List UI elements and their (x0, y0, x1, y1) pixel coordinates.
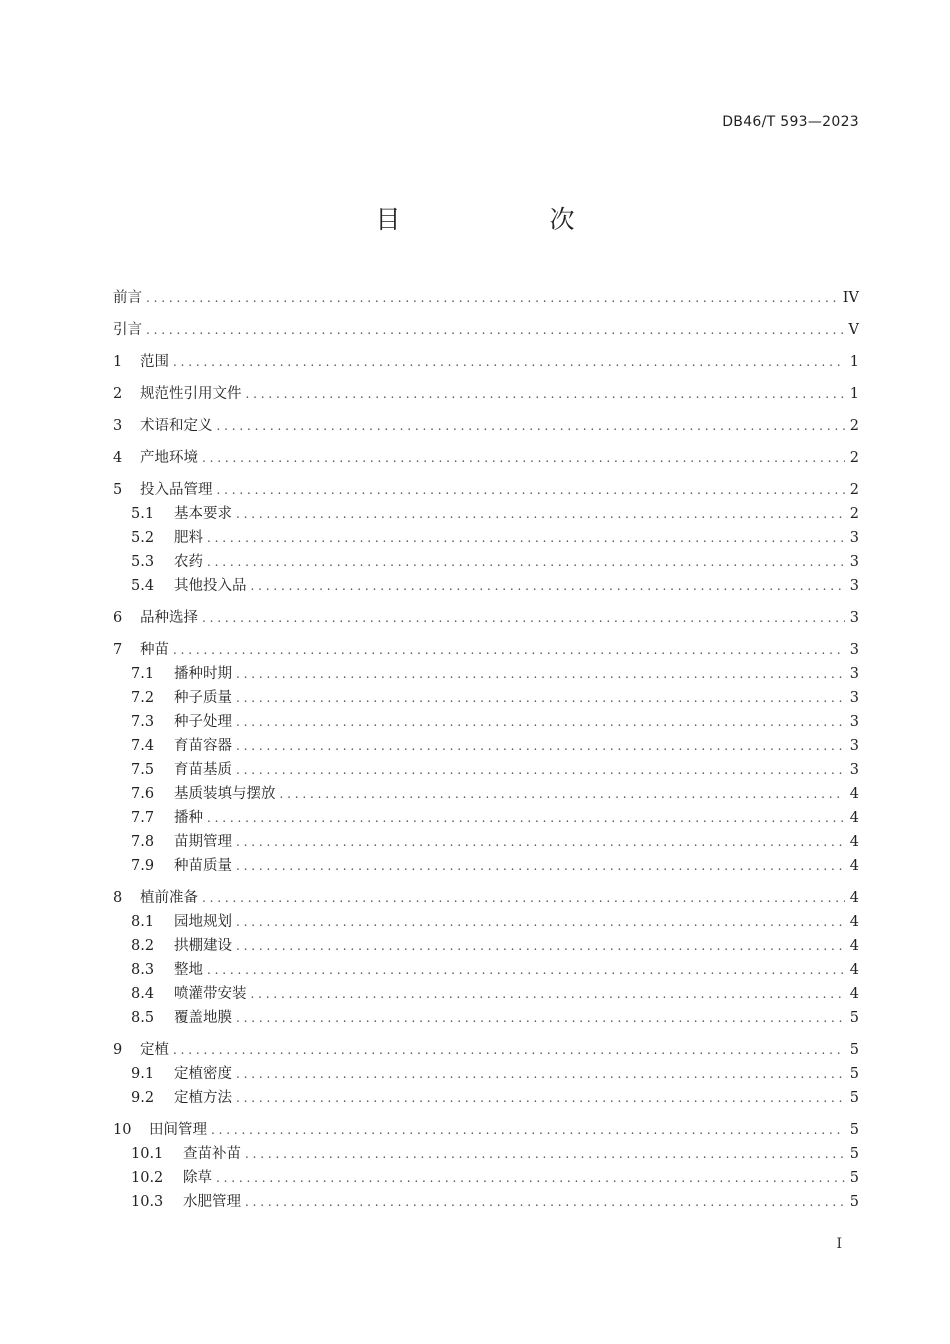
toc-entry-page: 5 (849, 1146, 859, 1162)
toc-entry-page: 4 (849, 914, 859, 930)
toc-entry[interactable] (113, 1166, 859, 1190)
toc-entry-label: 田间管理 (149, 1122, 207, 1138)
toc-entry-label: 定植密度 (174, 1066, 232, 1082)
toc-entry-page: 5 (849, 1010, 859, 1026)
dot-leader (207, 550, 845, 574)
toc-entry[interactable] (113, 574, 859, 598)
dot-leader (236, 1086, 845, 1110)
dot-leader (236, 934, 845, 958)
dot-leader (236, 662, 845, 686)
toc-entry-page: 4 (849, 834, 859, 850)
toc-entry[interactable] (113, 478, 859, 502)
toc-entry[interactable] (113, 318, 859, 342)
toc-entry-page: 5 (849, 1042, 859, 1058)
toc-entry-label: 基质装填与摆放 (174, 786, 276, 802)
dot-leader (173, 1038, 845, 1062)
toc-entry-label: 水肥管理 (183, 1194, 241, 1210)
toc-entry-label: 规范性引用文件 (140, 386, 242, 402)
toc-entry-page: 1 (849, 386, 859, 402)
toc-entry-number: 7.2 (131, 690, 155, 706)
toc-entry-number: 8.1 (131, 914, 155, 930)
dot-leader (245, 1142, 845, 1166)
toc-entry-number: 3 (113, 418, 123, 434)
toc-entry-number: 9.1 (131, 1066, 155, 1082)
dot-leader (207, 806, 845, 830)
dot-leader (217, 478, 846, 502)
toc-entry-label: 种苗 (140, 642, 169, 658)
toc-entry-number: 7.3 (131, 714, 155, 730)
dot-leader (236, 1062, 845, 1086)
dot-leader (236, 686, 845, 710)
dot-leader (217, 414, 846, 438)
toc-entry-number: 5.4 (131, 578, 155, 594)
dot-leader (246, 382, 846, 406)
dot-leader (173, 350, 845, 374)
toc-entry-label: 引言 (113, 322, 142, 338)
toc-entry-label: 品种选择 (140, 610, 198, 626)
toc-entry[interactable] (113, 286, 859, 310)
dot-leader (236, 734, 845, 758)
toc-entry-page: 5 (849, 1090, 859, 1106)
toc-entry[interactable] (113, 1062, 859, 1086)
toc-entry-label: 育苗容器 (174, 738, 232, 754)
toc-entry-page: 4 (849, 786, 859, 802)
toc-entry-page: 3 (849, 642, 859, 658)
toc-entry-number: 8.5 (131, 1010, 155, 1026)
toc-entry-label: 定植方法 (174, 1090, 232, 1106)
toc-entry-label: 种苗质量 (174, 858, 232, 874)
toc-entry-number: 8.4 (131, 986, 155, 1002)
dot-leader (202, 606, 845, 630)
document-code: DB46/T 593—2023 (722, 114, 859, 130)
toc-entry[interactable] (113, 550, 859, 574)
toc-entry[interactable] (113, 1086, 859, 1110)
toc-entry-label: 拱棚建设 (174, 938, 232, 954)
toc-entry[interactable] (113, 414, 859, 438)
dot-leader (236, 910, 845, 934)
toc-entry-number: 10 (113, 1122, 132, 1138)
toc-entry-label: 植前准备 (140, 890, 198, 906)
dot-leader (236, 830, 845, 854)
toc-entry[interactable] (113, 382, 859, 406)
dot-leader (216, 1166, 845, 1190)
toc-entry[interactable] (113, 1038, 859, 1062)
toc-entry-page: 5 (849, 1066, 859, 1082)
toc-entry-label: 农药 (174, 554, 203, 570)
toc-entry-number: 7.5 (131, 762, 155, 778)
dot-leader (173, 638, 845, 662)
toc-entry-page: 3 (849, 714, 859, 730)
toc-entry-page: 3 (849, 554, 859, 570)
toc-entry-label: 投入品管理 (140, 482, 213, 498)
toc-entry-number: 7.4 (131, 738, 155, 754)
toc-entry-number: 5.3 (131, 554, 155, 570)
dot-leader (236, 854, 845, 878)
dot-leader (146, 286, 839, 310)
toc-entry-page: 4 (849, 890, 859, 906)
toc-entry-page: 2 (849, 418, 859, 434)
toc-entry-page: 3 (849, 762, 859, 778)
toc-entry-page: 4 (849, 986, 859, 1002)
toc-entry-page: 2 (849, 450, 859, 466)
toc-entry-label: 喷灌带安装 (174, 986, 247, 1002)
toc-entry-page: 3 (849, 738, 859, 754)
toc-entry[interactable] (113, 910, 859, 934)
toc-entry-page: 5 (849, 1170, 859, 1186)
toc-entry[interactable] (113, 734, 859, 758)
toc-entry[interactable] (113, 934, 859, 958)
table-of-contents (113, 286, 859, 1214)
toc-entry-label: 园地规划 (174, 914, 232, 930)
toc-entry-number: 7.8 (131, 834, 155, 850)
dot-leader (207, 526, 845, 550)
dot-leader (211, 1118, 845, 1142)
toc-entry[interactable] (113, 1118, 859, 1142)
toc-entry-page: 4 (849, 938, 859, 954)
toc-entry[interactable] (113, 854, 859, 878)
toc-entry-number: 4 (113, 450, 123, 466)
toc-entry-label: 前言 (113, 290, 142, 306)
toc-entry-number: 2 (113, 386, 123, 402)
toc-entry-label: 范围 (140, 354, 169, 370)
dot-leader (146, 318, 845, 342)
dot-leader (245, 1190, 845, 1214)
toc-entry-number: 9 (113, 1042, 123, 1058)
toc-entry-label: 除草 (183, 1170, 212, 1186)
toc-entry-number: 10.2 (131, 1170, 164, 1186)
toc-entry[interactable] (113, 710, 859, 734)
toc-entry[interactable] (113, 1006, 859, 1030)
toc-entry-label: 肥料 (174, 530, 203, 546)
toc-entry-number: 7.7 (131, 810, 155, 826)
dot-leader (236, 758, 845, 782)
dot-leader (202, 446, 845, 470)
toc-entry-number: 7.6 (131, 786, 155, 802)
toc-entry-label: 苗期管理 (174, 834, 232, 850)
toc-entry-label: 覆盖地膜 (174, 1010, 232, 1026)
toc-entry-label: 基本要求 (174, 506, 232, 522)
toc-entry-number: 5.2 (131, 530, 155, 546)
dot-leader (280, 782, 846, 806)
toc-entry-page: 5 (849, 1194, 859, 1210)
dot-leader (236, 1006, 845, 1030)
toc-entry-page: 4 (849, 858, 859, 874)
toc-entry[interactable] (113, 982, 859, 1006)
toc-entry-page: 1 (849, 354, 859, 370)
toc-entry-page: V (848, 322, 859, 338)
toc-entry-number: 8 (113, 890, 123, 906)
toc-entry-number: 8.2 (131, 938, 155, 954)
toc-entry-page: 5 (849, 1122, 859, 1138)
toc-entry-label: 播种时期 (174, 666, 232, 682)
toc-entry-label: 查苗补苗 (183, 1146, 241, 1162)
toc-entry[interactable] (113, 526, 859, 550)
toc-entry[interactable] (113, 806, 859, 830)
toc-entry[interactable] (113, 606, 859, 630)
toc-entry-label: 定植 (140, 1042, 169, 1058)
toc-entry-page: IV (842, 290, 859, 306)
toc-entry[interactable] (113, 638, 859, 662)
toc-entry-number: 10.3 (131, 1194, 164, 1210)
toc-entry-label: 种子处理 (174, 714, 232, 730)
toc-entry-number: 5.1 (131, 506, 155, 522)
dot-leader (207, 958, 845, 982)
toc-entry-number: 7 (113, 642, 123, 658)
toc-entry[interactable] (113, 758, 859, 782)
toc-entry-page: 3 (849, 666, 859, 682)
toc-entry-number: 1 (113, 354, 123, 370)
dot-leader (236, 710, 845, 734)
toc-entry-page: 2 (849, 482, 859, 498)
dot-leader (236, 502, 845, 526)
toc-entry-label: 播种 (174, 810, 203, 826)
toc-entry[interactable] (113, 662, 859, 686)
toc-entry-page: 4 (849, 810, 859, 826)
toc-entry-number: 8.3 (131, 962, 155, 978)
toc-entry-number: 5 (113, 482, 123, 498)
toc-entry-label: 种子质量 (174, 690, 232, 706)
toc-entry-page: 3 (849, 530, 859, 546)
toc-entry-page: 3 (849, 690, 859, 706)
page-title: 目 次 (375, 205, 637, 234)
toc-entry[interactable] (113, 1142, 859, 1166)
toc-entry-label: 其他投入品 (174, 578, 247, 594)
dot-leader (251, 982, 846, 1006)
toc-entry[interactable] (113, 782, 859, 806)
toc-entry-number: 7.1 (131, 666, 155, 682)
dot-leader (202, 886, 845, 910)
toc-entry[interactable] (113, 686, 859, 710)
toc-entry-label: 术语和定义 (140, 418, 213, 434)
toc-entry[interactable] (113, 446, 859, 470)
toc-entry[interactable] (113, 830, 859, 854)
toc-entry[interactable] (113, 958, 859, 982)
toc-entry-page: 4 (849, 962, 859, 978)
toc-entry-label: 产地环境 (140, 450, 198, 466)
toc-entry-label: 育苗基质 (174, 762, 232, 778)
toc-entry-label: 整地 (174, 962, 203, 978)
toc-entry[interactable] (113, 886, 859, 910)
toc-entry-page: 2 (849, 506, 859, 522)
dot-leader (251, 574, 846, 598)
toc-entry-number: 10.1 (131, 1146, 164, 1162)
toc-entry-number: 7.9 (131, 858, 155, 874)
toc-entry-number: 6 (113, 610, 123, 626)
toc-entry-page: 3 (849, 610, 859, 626)
toc-entry[interactable] (113, 502, 859, 526)
toc-entry[interactable] (113, 1190, 859, 1214)
footer-page-number: I (836, 1236, 842, 1252)
toc-entry-page: 3 (849, 578, 859, 594)
toc-entry[interactable] (113, 350, 859, 374)
toc-entry-number: 9.2 (131, 1090, 155, 1106)
